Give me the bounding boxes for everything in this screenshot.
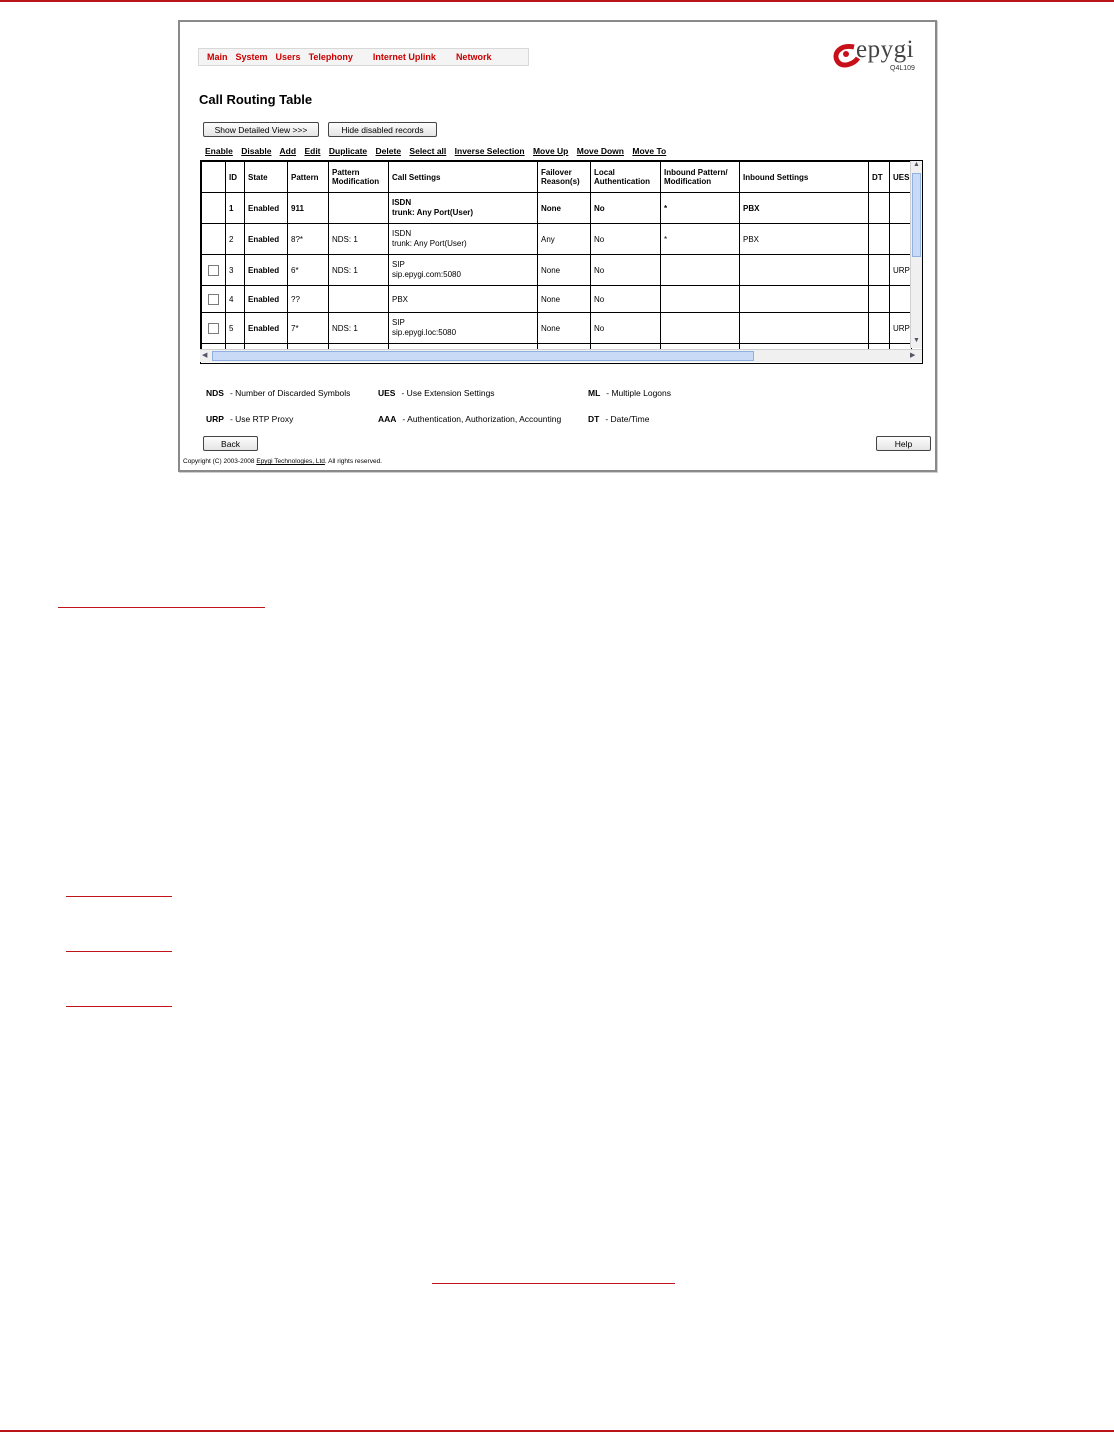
table-row[interactable] <box>202 255 912 286</box>
cell-inbound-settings <box>740 313 869 344</box>
cell-dt <box>869 255 890 286</box>
cell-auth: No <box>591 193 661 224</box>
copyright-notice: Copyright (C) 2003-2008 Epygi Technologies, Ltd. All rights reserved. <box>183 458 382 465</box>
cell-call-settings <box>389 313 538 344</box>
enable-link[interactable]: Enable <box>205 146 233 156</box>
row-select-cell <box>202 224 226 255</box>
cell-call-settings <box>389 193 538 224</box>
row-select-cell <box>202 255 226 286</box>
col-header-call-settings: Call Settings <box>389 162 538 193</box>
cell-auth: No <box>591 313 661 344</box>
annotation-underline <box>66 896 172 897</box>
cell-auth: No <box>591 224 661 255</box>
cell-inbound-settings <box>740 255 869 286</box>
cell-state: Enabled <box>245 313 288 344</box>
cell-id: 3 <box>226 255 245 286</box>
cell-ues <box>890 193 912 224</box>
delete-link[interactable]: Delete <box>375 146 402 156</box>
col-header-local-auth: Local Authentication <box>591 162 661 193</box>
cell-auth: No <box>591 286 661 313</box>
top-rule <box>0 0 1114 2</box>
cell-failover: None <box>538 193 591 224</box>
col-header-select <box>202 162 226 193</box>
nav-system[interactable]: System <box>235 52 268 62</box>
row-checkbox[interactable] <box>208 265 219 276</box>
table-row[interactable] <box>202 224 912 255</box>
cell-dt <box>869 286 890 313</box>
epygi-logo <box>832 38 924 72</box>
cell-inbound: * <box>661 224 740 255</box>
table-header-row <box>202 162 912 193</box>
logo-text: epygi <box>856 36 915 63</box>
page-title: Call Routing Table <box>199 92 313 107</box>
cell-inbound <box>661 286 740 313</box>
legend-ml: ML - Multiple Logons <box>588 388 672 398</box>
cell-id: 2 <box>226 224 245 255</box>
hide-disabled-records-button[interactable]: Hide disabled records <box>328 122 437 137</box>
cell-pattern: 6* <box>288 255 329 286</box>
table-row[interactable] <box>202 286 912 313</box>
scroll-left-icon[interactable]: ◀ <box>202 352 208 359</box>
cell-inbound-settings: PBX <box>740 224 869 255</box>
back-button[interactable]: Back <box>203 436 258 451</box>
cell-inbound-settings: PBX <box>740 193 869 224</box>
legend-aaa: AAA - Authentication, Authorization, Accounting <box>378 414 562 424</box>
cell-pattern-mod: NDS: 1 <box>329 224 389 255</box>
inverse-selection-link[interactable]: Inverse Selection <box>454 146 525 156</box>
legend-nds: NDS - Number of Discarded Symbols <box>206 388 351 398</box>
move-to-link[interactable]: Move To <box>632 146 667 156</box>
call-destination: sip.epygi.loc:5080 <box>392 328 457 337</box>
row-select-cell <box>202 193 226 224</box>
cell-pattern-mod <box>329 286 389 313</box>
cell-dt <box>869 193 890 224</box>
legend-urp: URP - Use RTP Proxy <box>206 414 294 424</box>
table-row[interactable] <box>202 193 912 224</box>
call-routing-table-container <box>200 160 923 364</box>
cell-pattern-mod <box>329 193 389 224</box>
add-link[interactable]: Add <box>279 146 297 156</box>
annotation-underline <box>432 1283 675 1284</box>
nav-network[interactable]: Network <box>455 52 492 62</box>
cell-pattern: 8?* <box>288 224 329 255</box>
cell-inbound <box>661 255 740 286</box>
select-all-link[interactable]: Select all <box>409 146 447 156</box>
nav-telephony[interactable]: Telephony <box>308 52 353 62</box>
cell-auth: No <box>591 255 661 286</box>
disable-link[interactable]: Disable <box>241 146 272 156</box>
screenshot-frame <box>178 20 937 472</box>
duplicate-link[interactable]: Duplicate <box>328 146 368 156</box>
col-header-state: State <box>245 162 288 193</box>
cell-pattern: 911 <box>288 193 329 224</box>
show-detailed-view-button[interactable]: Show Detailed View >>> <box>203 122 319 137</box>
cell-id: 5 <box>226 313 245 344</box>
company-link[interactable]: Epygi Technologies, Ltd <box>256 458 325 465</box>
col-header-pattern-modification: Pattern Modification <box>329 162 389 193</box>
call-type: ISDN <box>392 198 412 207</box>
cell-pattern-mod: NDS: 1 <box>329 313 389 344</box>
vertical-scrollbar[interactable] <box>910 161 922 348</box>
cell-pattern: 7* <box>288 313 329 344</box>
cell-failover: None <box>538 286 591 313</box>
col-header-inbound-pattern: Inbound Pattern/ Modification <box>661 162 740 193</box>
cell-ues <box>890 224 912 255</box>
vertical-scroll-thumb[interactable] <box>912 173 921 257</box>
cell-call-settings <box>389 224 538 255</box>
cell-dt <box>869 313 890 344</box>
move-up-link[interactable]: Move Up <box>532 146 569 156</box>
cell-state: Enabled <box>245 255 288 286</box>
cell-ues <box>890 286 912 313</box>
annotation-underline <box>66 951 172 952</box>
cell-state: Enabled <box>245 224 288 255</box>
help-button[interactable]: Help <box>876 436 931 451</box>
cell-state: Enabled <box>245 193 288 224</box>
call-routing-table <box>201 161 912 355</box>
cell-inbound: * <box>661 193 740 224</box>
row-checkbox[interactable] <box>208 294 219 305</box>
col-header-dt: DT <box>869 162 890 193</box>
legend-dt: DT - Date/Time <box>588 414 650 424</box>
nav-users[interactable]: Users <box>275 52 301 62</box>
nav-internet-uplink[interactable]: Internet Uplink <box>372 52 436 62</box>
cell-failover: Any <box>538 224 591 255</box>
annotation-underline <box>58 607 265 608</box>
cell-inbound <box>661 313 740 344</box>
cell-inbound-settings <box>740 286 869 313</box>
scroll-down-icon[interactable]: ▼ <box>913 337 920 344</box>
row-select-cell <box>202 286 226 313</box>
call-type: ISDN <box>392 229 412 238</box>
cell-id: 4 <box>226 286 245 313</box>
row-select-cell <box>202 313 226 344</box>
cell-pattern: ?? <box>288 286 329 313</box>
cell-ues: URP <box>890 313 912 344</box>
table-row[interactable] <box>202 313 912 344</box>
legend-ues: UES - Use Extension Settings <box>378 388 495 398</box>
device-model: Q4L109 <box>890 65 915 72</box>
nav-main[interactable]: Main <box>207 52 228 62</box>
action-toolbar <box>205 146 672 156</box>
cell-failover: None <box>538 255 591 286</box>
move-down-link[interactable]: Move Down <box>576 146 624 156</box>
call-type: SIP <box>392 318 405 327</box>
cell-call-settings <box>389 255 538 286</box>
cell-id: 1 <box>226 193 245 224</box>
cell-failover: None <box>538 313 591 344</box>
scroll-right-icon[interactable]: ▶ <box>910 352 916 359</box>
col-header-ues: UES <box>890 162 912 193</box>
cell-dt <box>869 224 890 255</box>
top-nav <box>198 48 529 66</box>
col-header-id: ID <box>226 162 245 193</box>
horizontal-scroll-thumb[interactable] <box>212 351 754 361</box>
cell-call-settings: PBX <box>389 286 538 313</box>
call-destination: trunk: Any Port(User) <box>392 239 467 248</box>
call-type: SIP <box>392 260 405 269</box>
cell-ues: URP <box>890 255 912 286</box>
cell-pattern-mod: NDS: 1 <box>329 255 389 286</box>
scroll-up-icon[interactable]: ▲ <box>913 161 920 168</box>
annotation-underline <box>66 1006 172 1007</box>
edit-link[interactable]: Edit <box>304 146 321 156</box>
cell-state: Enabled <box>245 286 288 313</box>
call-destination: trunk: Any Port(User) <box>392 208 474 217</box>
col-header-inbound-settings: Inbound Settings <box>740 162 869 193</box>
col-header-pattern: Pattern <box>288 162 329 193</box>
col-header-failover: Failover Reason(s) <box>538 162 591 193</box>
call-destination: sip.epygi.com:5080 <box>392 270 461 279</box>
horizontal-scrollbar[interactable] <box>200 349 922 362</box>
row-checkbox[interactable] <box>208 323 219 334</box>
